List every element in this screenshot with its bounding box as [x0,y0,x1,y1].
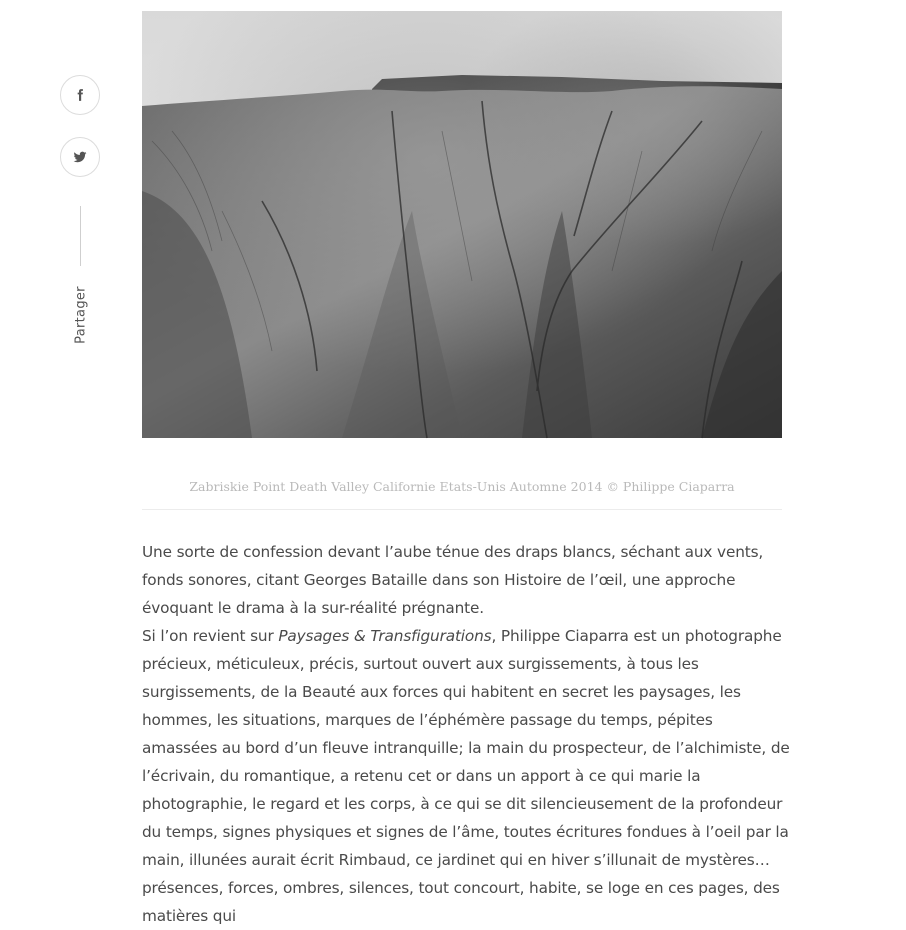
photo-caption: Zabriskie Point Death Valley Californie Etats-Unis Automne 2014 © Philippe Ciaparra [189,479,735,494]
paragraph-text: , Philippe Ciaparra est un photographe précieux, méticuleux, précis, surtout ouvert aux surgissements, à tous les surgissements, de la Beauté aux forces qui habitent en secret les paysages, les hommes, les situations, marques de l’éphémère passage du temps, pépites amassées au bord d’un fleuve intranquille; la main du prospecteur, de l’alchimiste, de l’écrivain, du romantique, a retenu cet or dans un apport à ce qui marie la photographie, le regard et les corps, à ce qui se dit silencieusement de la profondeur du temps, signes physiques et signes de l’âme, toutes écritures fondues à l’oeil par la main, illunées aurait écrit Rimbaud, ce jardinet qui en hiver s’illunait de mystères… présences, forces, ombres, silences, tout concourt, habite, se loge en ces pages, des matières qui [142,627,790,925]
book-title: Paysages & Transfigurations [278,627,492,645]
article-paragraph: Une sorte de confession devant l’aube ténue des draps blancs, séchant aux vents, fonds sonores, citant Georges Bataille dans son Histoire de l’œil, une approche évoquant le drama à la sur-réalité prégnante. [142,543,764,617]
twitter-icon [73,150,87,164]
article-photo [142,11,782,438]
caption-divider [142,509,782,510]
facebook-icon [73,88,87,102]
paragraph-intro: Si l’on revient sur [142,627,279,645]
facebook-share-button[interactable] [60,75,100,115]
twitter-share-button[interactable] [60,137,100,177]
article-body [142,538,790,930]
share-divider [80,206,81,266]
share-label: Partager [73,286,89,344]
article-paragraph [142,622,790,930]
share-rail [60,75,102,344]
